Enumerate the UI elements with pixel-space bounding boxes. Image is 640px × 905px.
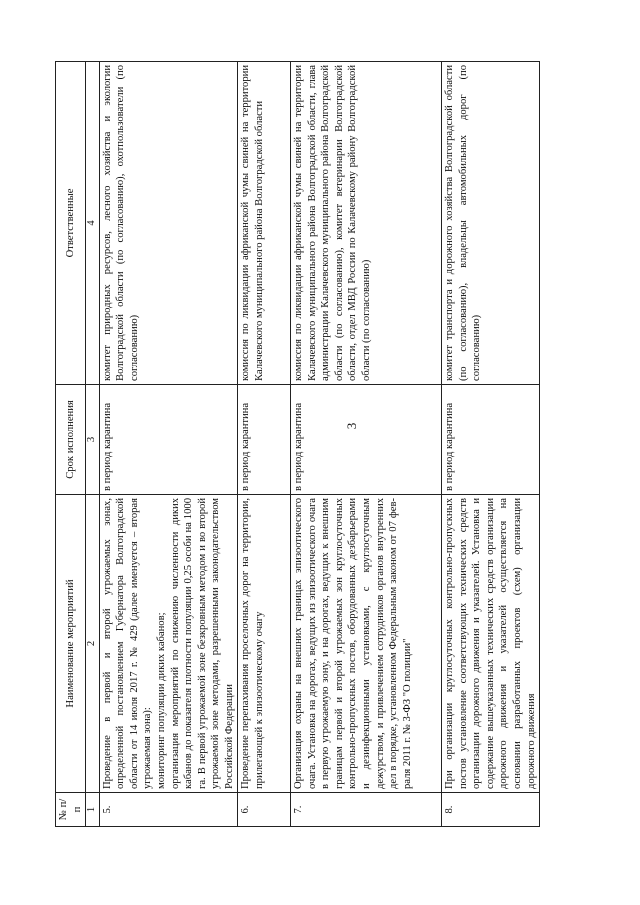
page-number: 3 xyxy=(344,422,359,430)
activity-cell xyxy=(442,495,540,793)
row-number: 7. xyxy=(291,793,442,827)
deadline-cell: в период карантина xyxy=(291,385,442,495)
deadline-cell: в период карантина xyxy=(99,385,237,495)
header-num: № п/п xyxy=(56,793,86,827)
column-number: 2 xyxy=(86,495,100,793)
row-number: 8. xyxy=(442,793,540,827)
activity-text: организация мероприятий по снижению численности диких кабанов до показателя плотности популяции 0,25 особи на 1000 га. В первой угрожаемой зоне безкровным методом и во второй угрожаемой зоне методами, разрешенными законодательством Российской Федерации xyxy=(169,498,235,789)
table-row xyxy=(99,62,237,827)
table-row xyxy=(238,62,291,827)
activity-cell xyxy=(99,495,237,793)
table-row xyxy=(291,62,442,827)
measures-table xyxy=(55,61,540,827)
deadline-cell: в период карантина xyxy=(442,385,540,495)
row-number: 5. xyxy=(99,793,237,827)
header-responsible: Ответственные xyxy=(56,62,86,385)
activity-text: Организация охраны на внешних границах эпизоотического очага. Установка на дорогах, ведущих из эпизоотического очага в первую угрожаемую зону, и на дорогах, ведущих к внешним границам первой и второй угрожаемых зон круглосуточных контрольно-пропускных постов, оборудованных дезбарьерами и дезинфекционными установками, с круглосуточным дежурством, и привлечением сотрудников органов внутренних дел в порядке, установленном Федеральным законом от 07 февраля 2011 г. № 3-ФЗ "О полиции" xyxy=(293,498,413,789)
table-header-row xyxy=(56,62,86,827)
column-number: 3 xyxy=(86,385,100,495)
table-row xyxy=(442,62,540,827)
activity-text: Проведение перепахивания проселочных дорог на территории, прилегающей к эпизоотическому очагу xyxy=(240,498,265,789)
responsible-cell: комиссия по ликвидации африканской чумы свиней на территории Калачевского муниципального района Волгоградской области xyxy=(238,62,291,385)
deadline-cell: в период карантина xyxy=(238,385,291,495)
responsible-cell: комитет транспорта и дорожного хозяйства Волгоградской области (по согласованию), владельцы автомобильных дорог (по согласованию) xyxy=(442,62,540,385)
activity-text: мониторинг популяции диких кабанов; xyxy=(155,612,167,789)
header-activity: Наименование мероприятий xyxy=(56,495,86,793)
activity-cell xyxy=(291,495,442,793)
responsible-cell: комиссия по ликвидации африканской чумы свиней на территории Калачевского муниципального района Волгоградской области, глава администрации Калачевского муниципального района Волгоградской области (по согласованию), комитет ветеринарии Волгоградской области, отдел МВД России по Калачевскому району Волгоградской области (по согласованию) xyxy=(291,62,442,385)
responsible-cell: комитет природных ресурсов, лесного хозяйства и экологии Волгоградской области (по согласованию), охотпользователи (по согласованию) xyxy=(99,62,237,385)
column-number-row xyxy=(86,62,100,827)
activity-cell xyxy=(238,495,291,793)
row-number: 6. xyxy=(238,793,291,827)
header-deadline: Срок исполнения xyxy=(56,385,86,495)
activity-text: Проведение в первой и второй угрожаемых зонах, определенной постановлением Губернатора Волгоградской области от 14 июля 2017 г. № 429 (далее именуется – вторая угрожаемая зона): xyxy=(101,498,154,789)
column-number: 4 xyxy=(86,62,100,385)
measures-table-sheet xyxy=(55,62,537,827)
activity-text: При организации круглосуточных контрольно-пропускных постов установление соответствующих технических средств организации дорожного движения и указателей. Установка и содержание вышеуказанных технических средств организации дорожного движения и указателей осуществляется на основании разработанных проектов (схем) организации дорожного движения xyxy=(444,498,537,789)
column-number: 1 xyxy=(86,793,100,827)
